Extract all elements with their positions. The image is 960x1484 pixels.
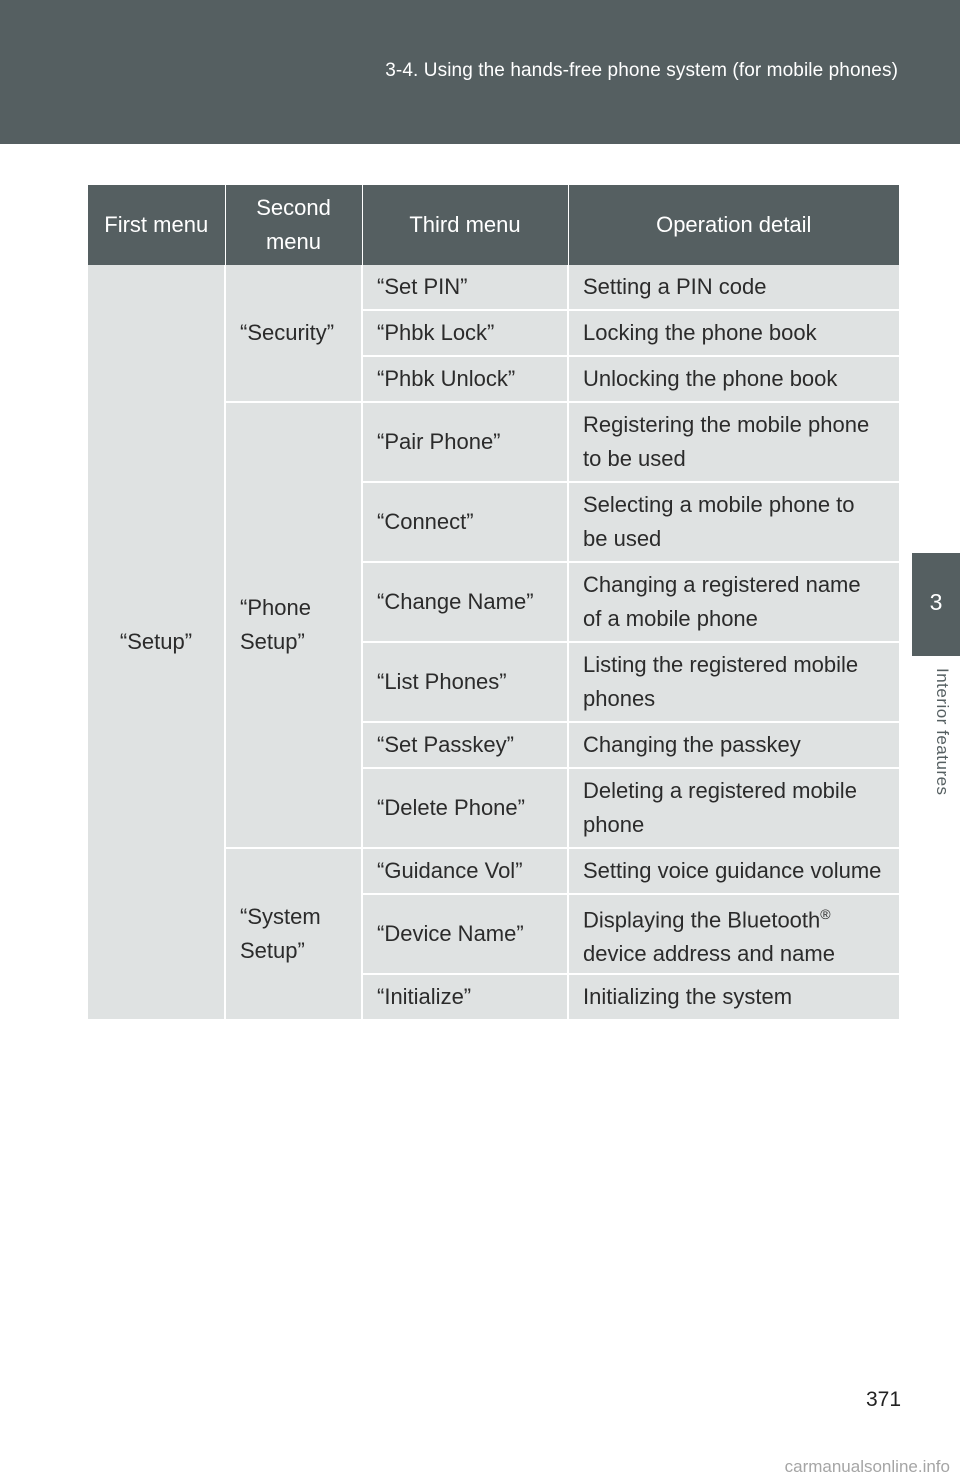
detail-text: Displaying the Bluetooth <box>583 907 821 933</box>
operation-detail-cell: Deleting a registered mobile phone <box>568 768 899 848</box>
operation-detail-cell: Registering the mobile phone to be used <box>568 402 899 482</box>
third-menu-cell: “Phbk Lock” <box>362 310 568 356</box>
third-menu-cell: “Guidance Vol” <box>362 848 568 894</box>
chapter-number: 3 <box>929 589 943 615</box>
third-menu-cell: “Device Name” <box>362 894 568 974</box>
third-menu-cell: “List Phones” <box>362 642 568 722</box>
third-menu-cell: “Pair Phone” <box>362 402 568 482</box>
third-menu-cell: “Phbk Unlock” <box>362 356 568 402</box>
chapter-label: Interior features <box>933 668 952 796</box>
operation-detail-cell: Changing a registered name of a mobile phone <box>568 562 899 642</box>
watermark: carmanualsonline.info <box>784 1457 950 1476</box>
chapter-tab <box>912 553 960 656</box>
second-menu-cell: “System Setup” <box>225 848 362 1020</box>
operation-detail-cell: Initializing the system <box>568 974 899 1020</box>
second-menu-cell: “Security” <box>225 265 362 402</box>
header-bar <box>0 0 960 144</box>
menu-table <box>88 185 899 1021</box>
third-menu-cell: “Change Name” <box>362 562 568 642</box>
registered-mark: ® <box>820 905 831 922</box>
operation-detail-cell: Locking the phone book <box>568 310 899 356</box>
third-menu-cell: “Initialize” <box>362 974 568 1020</box>
third-menu-cell: “Delete Phone” <box>362 768 568 848</box>
operation-detail-cell: Setting a PIN code <box>568 265 899 310</box>
third-menu-cell: “Set PIN” <box>362 265 568 310</box>
third-menu-cell: “Connect” <box>362 482 568 562</box>
column-header: First menu <box>88 185 225 265</box>
operation-detail-cell: Changing the passkey <box>568 722 899 768</box>
column-header: Operation detail <box>568 185 899 265</box>
operation-detail-cell: Listing the registered mobile phones <box>568 642 899 722</box>
section-title: 3-4. Using the hands-free phone system (for mobile phones) <box>385 60 898 81</box>
second-menu-cell: “Phone Setup” <box>225 402 362 848</box>
third-menu-cell: “Set Passkey” <box>362 722 568 768</box>
operation-detail-cell: Selecting a mobile phone to be used <box>568 482 899 562</box>
column-header: Second menu <box>225 185 362 265</box>
operation-detail-cell <box>568 894 899 974</box>
operation-detail-cell: Unlocking the phone book <box>568 356 899 402</box>
first-menu-cell: “Setup” <box>88 265 225 1020</box>
operation-detail-cell: Setting voice guidance volume <box>568 848 899 894</box>
column-header: Third menu <box>362 185 568 265</box>
table-header-row <box>88 185 899 265</box>
detail-text-continued: device address and name <box>583 941 835 967</box>
table-row <box>88 265 899 310</box>
page-number: 371 <box>866 1388 902 1411</box>
